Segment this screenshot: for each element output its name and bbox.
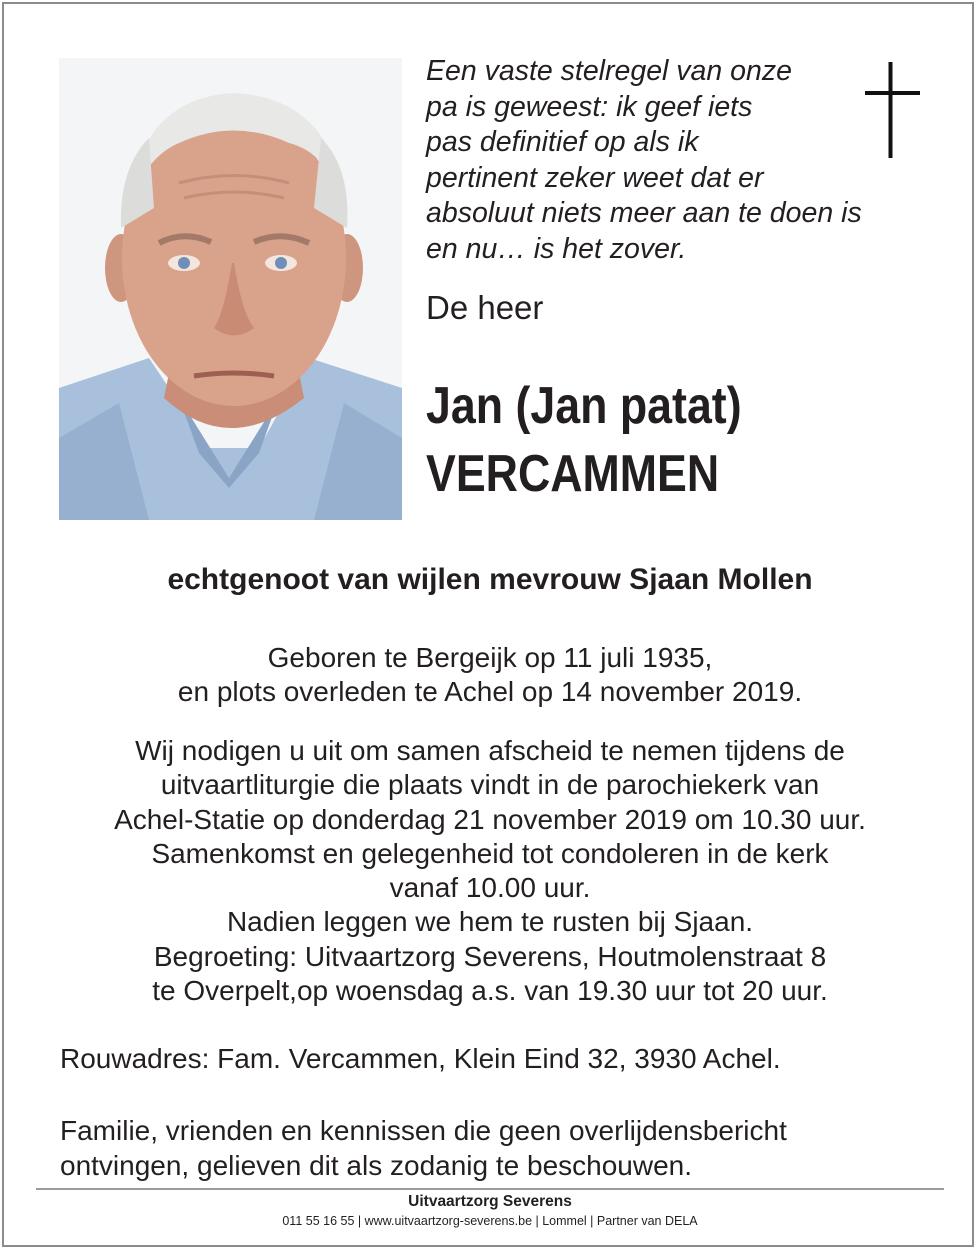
- name-line-1: Jan (Jan patat): [426, 377, 742, 435]
- ceremony-line: Nadien leggen we hem te rusten bij Sjaan.: [226, 906, 754, 938]
- quote-line: pertinent zeker weet dat er: [426, 161, 764, 194]
- quote-line: pas definitief op als ik: [426, 126, 699, 158]
- footer-divider: [36, 1188, 944, 1190]
- title-prefix: De heer: [426, 289, 544, 326]
- ceremony-line: uitvaartliturgie die plaats vindt in de parochiekerk van: [160, 769, 820, 801]
- quote-line: Een vaste stelregel van onze: [426, 55, 792, 87]
- quote-line: en nu… is het zover.: [426, 232, 687, 265]
- spouse-line: echtgenoot van wijlen mevrouw Sjaan Mollen: [167, 563, 813, 596]
- ceremony-details: [0, 734, 980, 1008]
- ceremony-line: Begroeting: Uitvaartzorg Severens, Houtmolenstraat 8: [153, 940, 827, 972]
- mourning-address: [60, 1041, 960, 1076]
- funeral-company-name: Uitvaartzorg Severens: [408, 1193, 572, 1210]
- ceremony-line: te Overpelt,op woensdag a.s. van 19.30 uur tot 20 uur.: [152, 975, 828, 1007]
- portrait-photo: [59, 58, 402, 520]
- quote-line: pa is geweest: ik geef iets: [426, 90, 753, 123]
- ceremony-line: Samenkomst en gelegenheid tot condoleren in de kerk: [151, 837, 829, 869]
- dates-line: en plots overleden te Achel op 14 november 2019.: [177, 676, 803, 708]
- ceremony-line: Wij nodigen u uit om samen afscheid te nemen tijdens de: [135, 735, 845, 766]
- deceased-name: [426, 372, 742, 508]
- name-line-2: VERCAMMEN: [426, 445, 720, 503]
- dates-line: Geboren te Bergeijk op 11 juli 1935,: [267, 642, 713, 673]
- life-dates: [0, 641, 980, 710]
- address-line: Rouwadres: Fam. Vercammen, Klein Eind 32, 3930 Achel.: [60, 1043, 781, 1074]
- notice-line: Familie, vrienden en kennissen die geen overlijdensbericht: [60, 1115, 787, 1146]
- memorial-quote: [426, 54, 926, 267]
- quote-line: absoluut niets meer aan te doen is: [426, 197, 862, 229]
- notice-text: [60, 1113, 960, 1183]
- ceremony-line: Achel-Statie op donderdag 21 november 2019 om 10.30 uur.: [114, 803, 866, 835]
- ceremony-line: vanaf 10.00 uur.: [389, 872, 591, 904]
- notice-line: ontvingen, gelieven dit als zodanig te beschouwen.: [60, 1150, 692, 1181]
- cross-icon: [862, 62, 924, 165]
- funeral-company-contact: 011 55 16 55 | www.uitvaartzorg-severens.be | Lommel | Partner van DELA: [282, 1214, 698, 1228]
